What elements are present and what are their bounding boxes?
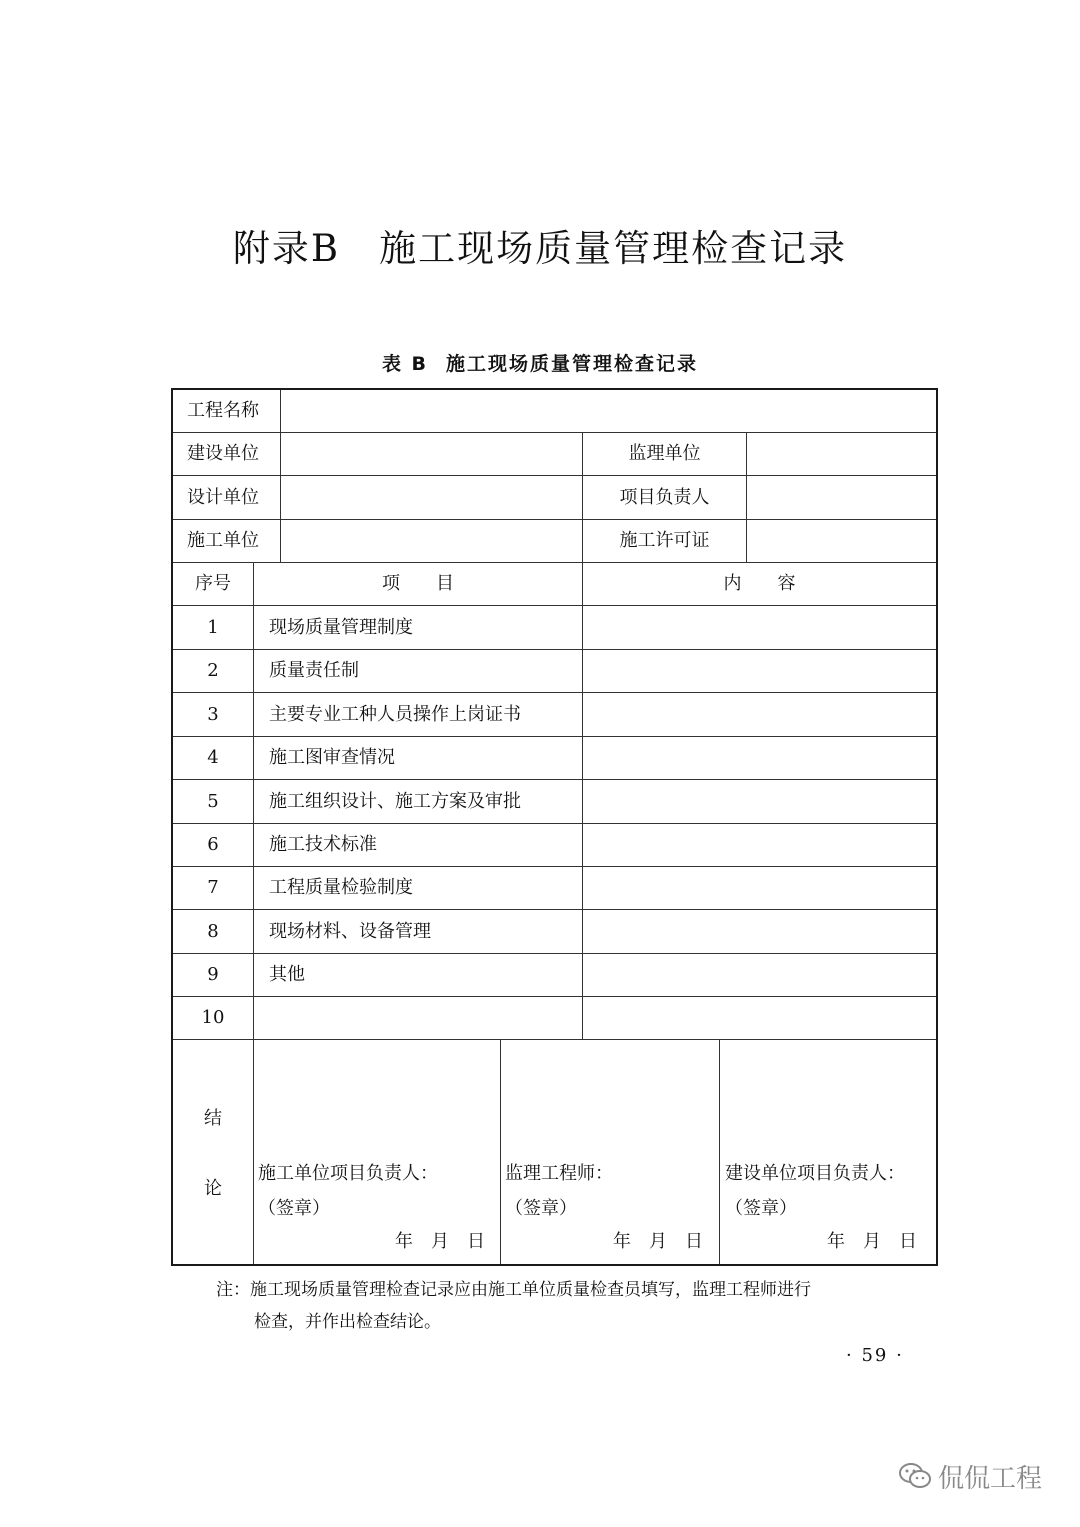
row-number: 4	[207, 747, 219, 768]
row-number: 1	[207, 617, 219, 638]
row-item: 主要专业工种人员操作上岗证书	[269, 704, 521, 725]
table-caption-label: 表 B	[381, 353, 429, 375]
note-line-1: 施工现场质量管理检查记录应由施工单位质量检查员填写，监理工程师进行	[250, 1280, 811, 1300]
label-design-unit: 设计单位	[187, 487, 259, 508]
row-item: 现场材料、设备管理	[269, 921, 431, 942]
signer-construction-date: 年 月 日	[395, 1231, 485, 1252]
row-item: 施工技术标准	[269, 834, 377, 855]
label-construction-permit: 施工许可证	[619, 530, 710, 551]
row-item: 其他	[269, 964, 305, 985]
conclusion-label-top: 结	[204, 1108, 222, 1129]
label-supervision-unit: 监理单位	[628, 443, 701, 464]
column-header-index: 序号	[195, 573, 231, 594]
signer-supervisor-date: 年 月 日	[613, 1231, 703, 1252]
row-number: 9	[207, 964, 219, 985]
row-item: 施工图审查情况	[269, 747, 395, 768]
row-item: 工程质量检验制度	[269, 877, 413, 898]
page-title: 附录B 施工现场质量管理检查记录	[232, 227, 848, 270]
column-header-content: 内 容	[723, 573, 796, 594]
row-number: 6	[207, 834, 219, 855]
table-caption	[0, 349, 1080, 376]
watermark-text: 侃侃工程	[938, 1463, 1043, 1494]
column-header-item: 项 目	[382, 573, 454, 594]
signer-construction-role: 施工单位项目负责人：	[258, 1163, 438, 1184]
conclusion-label-bottom: 论	[204, 1178, 222, 1199]
table-caption-text: 施工现场质量管理检查记录	[446, 353, 699, 375]
watermark	[898, 1458, 1058, 1494]
row-number: 10	[201, 1007, 225, 1028]
row-number: 8	[207, 921, 219, 942]
label-project-manager: 项目负责人	[619, 487, 710, 508]
signer-owner-role: 建设单位项目负责人：	[725, 1163, 905, 1184]
page-number: · 59 ·	[846, 1345, 904, 1366]
label-construction-unit: 施工单位	[187, 530, 259, 551]
note-label: 注：	[216, 1280, 250, 1300]
signer-owner-seal: （签章）	[725, 1198, 797, 1219]
note-line-2: 检查，并作出检查结论。	[254, 1312, 441, 1332]
table-note	[216, 1274, 946, 1338]
label-project-name: 工程名称	[187, 400, 259, 421]
label-owner-unit: 建设单位	[187, 443, 259, 464]
inspection-form-table	[171, 388, 938, 1266]
row-item: 施工组织设计、施工方案及审批	[269, 791, 521, 812]
wechat-icon	[898, 1461, 932, 1491]
row-number: 3	[207, 704, 219, 725]
signer-construction-seal: （签章）	[258, 1198, 330, 1219]
signer-owner-date: 年 月 日	[827, 1231, 917, 1252]
signer-supervisor-seal: （签章）	[505, 1198, 577, 1219]
row-item: 质量责任制	[269, 660, 359, 681]
row-number: 5	[207, 791, 219, 812]
row-item: 现场质量管理制度	[269, 617, 413, 638]
row-number: 7	[207, 877, 219, 898]
row-number: 2	[207, 660, 219, 681]
signer-supervisor-role: 监理工程师：	[505, 1163, 613, 1184]
